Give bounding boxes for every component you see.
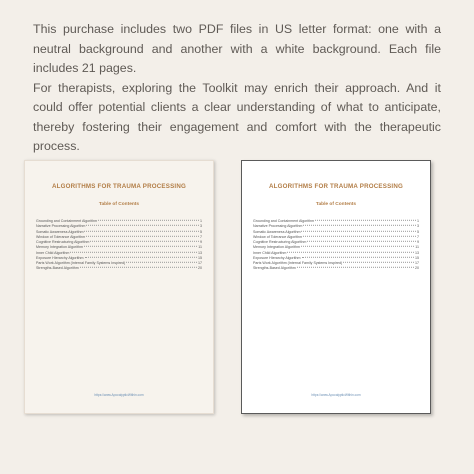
toc-entry-label: Exposure Hierarchy Algorithm bbox=[36, 255, 84, 260]
toc-leader bbox=[70, 251, 197, 252]
toc-entry-page: 1 bbox=[417, 219, 419, 223]
toc-leader bbox=[86, 236, 199, 237]
toc-entry-label: Narrative Processing Algorithm bbox=[36, 224, 86, 229]
toc-entry-page: 20 bbox=[415, 266, 419, 271]
toc-entry-page: 15 bbox=[415, 255, 419, 260]
toc-entry-label: Grounding and Containment Algorithm bbox=[36, 219, 98, 223]
toc-entry-page: 17 bbox=[198, 261, 202, 265]
toc-leader bbox=[301, 230, 416, 231]
toc-entry-label: Grounding and Containment Algorithm bbox=[253, 219, 315, 223]
toc-entry-page: 5 bbox=[200, 229, 202, 234]
toc-leader bbox=[303, 225, 416, 226]
pdf-preview-neutral bbox=[24, 160, 214, 414]
toc-leader bbox=[301, 246, 414, 247]
toc-leader bbox=[84, 230, 199, 231]
toc-entry-label: Inner Child Algorithm bbox=[253, 250, 287, 255]
toc-entry-page: 3 bbox=[200, 224, 202, 229]
toc-entry-label: Window of Tolerance Algorithm bbox=[36, 234, 86, 239]
document-title: ALGORITHMS FOR TRAUMA PROCESSING bbox=[268, 183, 404, 190]
toc-entry-page: 11 bbox=[415, 245, 419, 250]
toc-entry-page: 7 bbox=[417, 234, 419, 239]
toc-entry-label: Somatic Awareness Algorithm bbox=[253, 229, 301, 234]
intro-text bbox=[33, 20, 441, 157]
toc-leader bbox=[343, 262, 414, 263]
toc-leader bbox=[303, 236, 416, 237]
toc-entry-page: 9 bbox=[200, 240, 202, 244]
toc-entry-page: 15 bbox=[198, 255, 202, 260]
toc-entry-label: Exposure Hierarchy Algorithm bbox=[253, 255, 301, 260]
toc-entry-page: 5 bbox=[417, 229, 419, 234]
toc-entry-label: Inner Child Algorithm bbox=[36, 250, 70, 255]
toc-entry-page: 20 bbox=[198, 266, 202, 271]
toc-leader bbox=[90, 241, 199, 242]
intro-paragraph-2: For therapists, exploring the Toolkit may enrich their approach. And it could offer potential clients a clear understanding of what to anticipate, thereby fostering their engagement and comfort with the therapeutic process. bbox=[33, 80, 441, 153]
toc-leader bbox=[287, 251, 414, 252]
toc-entry-page: 9 bbox=[417, 240, 419, 244]
toc-leader bbox=[98, 220, 199, 221]
pdf-preview-white bbox=[241, 160, 431, 414]
document-title: ALGORITHMS FOR TRAUMA PROCESSING bbox=[51, 183, 187, 190]
toc-leader bbox=[86, 225, 199, 226]
footer-link[interactable]: https://www.ApocalypticWithin.com bbox=[94, 393, 144, 397]
toc-leader bbox=[80, 267, 197, 268]
toc-leader bbox=[307, 241, 416, 242]
toc-entry-page: 13 bbox=[198, 250, 202, 255]
toc-heading: Table of Contents bbox=[315, 202, 357, 207]
toc-entry-label: Parts Work Algorithm (Internal Family Systems Inspired) bbox=[36, 261, 126, 265]
toc-entry-page: 11 bbox=[198, 245, 202, 250]
toc-entry-page: 7 bbox=[200, 234, 202, 239]
toc-entry-label: Window of Tolerance Algorithm bbox=[253, 234, 303, 239]
toc-entry-label: Somatic Awareness Algorithm bbox=[36, 229, 84, 234]
footer-link[interactable]: https://www.ApocalypticWithin.com bbox=[311, 393, 361, 397]
toc-heading: Table of Contents bbox=[98, 202, 140, 207]
toc-entry-label: Parts Work Algorithm (Internal Family Systems Inspired) bbox=[253, 261, 343, 265]
toc-leader bbox=[84, 246, 197, 247]
toc-entry bbox=[36, 266, 202, 271]
toc-leader bbox=[315, 220, 416, 221]
toc-entry-page: 1 bbox=[200, 219, 202, 223]
intro-paragraph-1: This purchase includes two PDF files in US letter format: one with a neutral background and another with a white background. Each file includes 21 pages. bbox=[33, 22, 441, 75]
toc-entry-page: 3 bbox=[417, 224, 419, 229]
toc-entry bbox=[253, 266, 419, 271]
toc-entry-label: Narrative Processing Algorithm bbox=[253, 224, 303, 229]
toc-leader bbox=[302, 257, 414, 258]
table-of-contents bbox=[253, 219, 419, 272]
table-of-contents bbox=[36, 219, 202, 272]
toc-entry-label: Strengths-Based Algorithm bbox=[253, 266, 296, 271]
toc-entry-label: Memory Integration Algorithm bbox=[253, 245, 300, 250]
toc-leader bbox=[85, 257, 197, 258]
toc-entry-page: 17 bbox=[415, 261, 419, 265]
toc-leader bbox=[297, 267, 414, 268]
toc-entry-page: 13 bbox=[415, 250, 419, 255]
toc-entry-label: Memory Integration Algorithm bbox=[36, 245, 83, 250]
toc-entry-label: Cognitive Restructuring Algorithm bbox=[253, 240, 307, 244]
toc-entry-label: Strengths-Based Algorithm bbox=[36, 266, 79, 271]
toc-leader bbox=[126, 262, 197, 263]
toc-entry-label: Cognitive Restructuring Algorithm bbox=[36, 240, 90, 244]
